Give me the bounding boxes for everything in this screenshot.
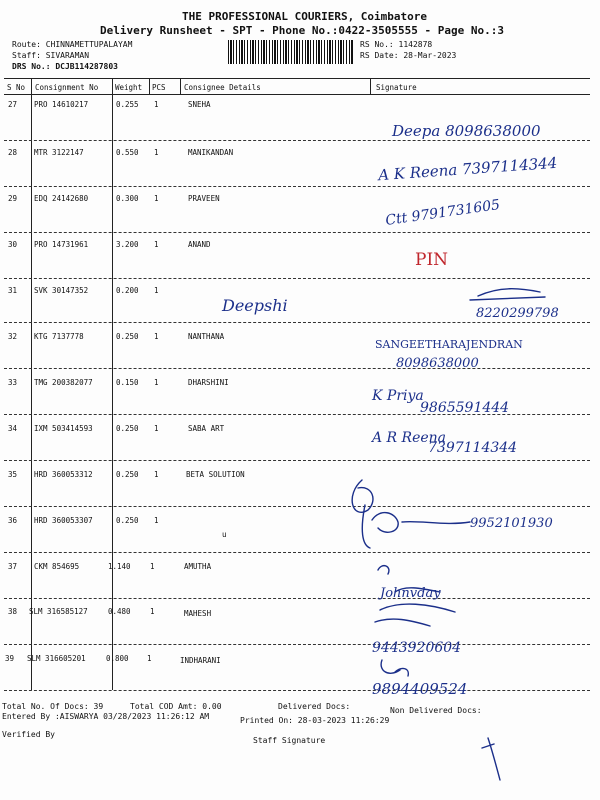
staff-label: Staff: SIVARAMAN xyxy=(12,51,90,60)
row-pcs: 1 xyxy=(154,516,159,525)
row-sno: 33 xyxy=(8,378,18,387)
row-consignment: EDQ 24142680 xyxy=(34,194,89,203)
row-consignment: TMG 200382077 xyxy=(34,378,93,387)
row-consignee: SABA ART xyxy=(188,424,225,433)
row-consignee: DHARSHINI xyxy=(188,378,229,387)
row-sno: 27 xyxy=(8,100,18,109)
row-pcs: 1 xyxy=(154,470,159,479)
rs-date: RS Date: 28-Mar-2023 xyxy=(360,51,457,60)
signature-row-38-phone: 9443920604 xyxy=(372,640,462,656)
row-weight: 0.800 xyxy=(106,654,129,663)
row-sno: 30 xyxy=(8,240,18,249)
scribble-row-37 xyxy=(378,566,440,592)
row-consignment: IXM 503414593 xyxy=(34,424,93,433)
row-sno: 39 xyxy=(5,654,15,663)
row-pcs: 1 xyxy=(150,607,155,616)
row-consignee: BETA SOLUTION xyxy=(186,470,245,479)
row-consignment: PRO 14731961 xyxy=(34,240,89,249)
row-weight: 0.150 xyxy=(116,378,139,387)
row-sno: 34 xyxy=(8,424,18,433)
row-weight: 0.250 xyxy=(116,424,139,433)
row-consignee: INDHARANI xyxy=(180,656,221,665)
entered-by: Entered By :AISWARYA 03/28/2023 11:26:12 AM xyxy=(2,712,210,721)
row-sno: 28 xyxy=(8,148,18,157)
signature-row-32-name: SANGEETHARAJENDRAN xyxy=(375,338,523,351)
scribble-row-38 xyxy=(375,604,455,626)
drs-number: DRS No.: DCJB114287803 xyxy=(12,62,118,71)
row-weight: 3.200 xyxy=(116,240,139,249)
row-consignment: HRD 360053312 xyxy=(34,470,93,479)
row-consignee: MAHESH xyxy=(184,609,212,618)
col-header-weight: Weight xyxy=(115,83,143,92)
row-consignment: CKM 854695 xyxy=(34,562,80,571)
signature-row-39-phone: 9894409524 xyxy=(372,680,468,698)
col-header-sno: S No xyxy=(7,83,26,92)
row-sno: 29 xyxy=(8,194,18,203)
row-consignee: NANTHANA xyxy=(188,332,225,341)
row-pcs: 1 xyxy=(154,424,159,433)
verified-by: Verified By xyxy=(2,730,55,739)
scribble-row-31 xyxy=(470,289,545,300)
row-weight: 0.250 xyxy=(116,332,139,341)
col-header-consignment: Consignment No xyxy=(35,83,99,92)
col-header-signature: Signature xyxy=(376,83,417,92)
signature-row-37-name: Johnvday xyxy=(380,586,441,601)
row-sno: 38 xyxy=(8,607,18,616)
scribble-row-39 xyxy=(381,660,408,676)
row-sno: 36 xyxy=(8,516,18,525)
row-sno: 37 xyxy=(8,562,18,571)
row-consignment: SVK 30147352 xyxy=(34,286,89,295)
row-consignee: PRAVEEN xyxy=(188,194,220,203)
signature-row-29: Ctt 9791731605 xyxy=(384,197,502,229)
row-weight: 0.250 xyxy=(116,470,139,479)
row-pcs: 1 xyxy=(154,148,159,157)
printed-on: Printed On: 28-03-2023 11:26:29 xyxy=(240,716,390,725)
signature-row-28: A K Reena 7397114344 xyxy=(377,153,558,185)
staff-signature: Staff Signature xyxy=(253,736,326,745)
row-consignment: PRO 14610217 xyxy=(34,100,89,109)
signature-row-33-phone: 9865591444 xyxy=(420,400,510,416)
scribble-row-35 xyxy=(352,480,373,548)
row-sno: 31 xyxy=(8,286,18,295)
delivered-docs: Delivered Docs: xyxy=(278,702,351,711)
row-consignee: u xyxy=(222,530,227,539)
row-weight: 0.250 xyxy=(116,516,139,525)
runsheet-subtitle: Delivery Runsheet - SPT - Phone No.:0422-3505555 - Page No.:3 xyxy=(100,24,504,37)
non-delivered-docs: Non Delivered Docs: xyxy=(390,706,482,715)
row-weight: 0.480 xyxy=(108,607,131,616)
signature-row-36-phone: 9952101930 xyxy=(470,516,553,531)
row-weight: 0.200 xyxy=(116,286,139,295)
row-weight: 0.550 xyxy=(116,148,139,157)
row-pcs: 1 xyxy=(154,332,159,341)
row-consignment: SLM 316585127 xyxy=(29,607,88,616)
signature-row-32-phone: 8098638000 xyxy=(396,356,479,371)
row-weight: 0.300 xyxy=(116,194,139,203)
scribble-staff xyxy=(482,738,500,780)
scribble-row-36 xyxy=(372,513,470,533)
row-consignment: MTR 3122147 xyxy=(34,148,84,157)
signature-row-33-name: K Priya xyxy=(372,388,424,404)
row-consignee: MANIKANDAN xyxy=(188,148,234,157)
row-consignment: KTG 7137778 xyxy=(34,332,84,341)
row-pcs: 1 xyxy=(154,378,159,387)
signature-row-31-phone: 8220299798 xyxy=(476,306,559,321)
row-pcs: 1 xyxy=(154,194,159,203)
total-cod: Total COD Amt: 0.00 xyxy=(130,702,222,711)
row-pcs: 1 xyxy=(147,654,152,663)
col-header-pcs: PCS xyxy=(152,83,166,92)
row-pcs: 1 xyxy=(154,240,159,249)
signature-row-31-name: Deepshi xyxy=(222,296,288,315)
signature-row-27: Deepa 8098638000 xyxy=(392,122,541,140)
row-sno: 35 xyxy=(8,470,18,479)
company-title: THE PROFESSIONAL COURIERS, Coimbatore xyxy=(182,10,428,23)
row-pcs: 1 xyxy=(150,562,155,571)
route-label: Route: CHINNAMETTUPALAYAM xyxy=(12,40,133,49)
row-pcs: 1 xyxy=(154,100,159,109)
row-sno: 32 xyxy=(8,332,18,341)
row-weight: 1.140 xyxy=(108,562,131,571)
row-weight: 0.255 xyxy=(116,100,139,109)
row-consignee: ANAND xyxy=(188,240,211,249)
row-consignee: AMUTHA xyxy=(184,562,212,571)
row-consignment: HRD 360053307 xyxy=(34,516,93,525)
row-pcs: 1 xyxy=(154,286,159,295)
signature-row-34-name: A R Reena xyxy=(372,430,447,446)
row-consignee: SNEHA xyxy=(188,100,211,109)
col-header-consignee: Consignee Details xyxy=(184,83,261,92)
signature-row-30: PIN xyxy=(415,250,449,270)
row-consignment: SLM 316605201 xyxy=(27,654,86,663)
total-docs: Total No. Of Docs: 39 xyxy=(2,702,104,711)
rs-number: RS No.: 1142878 xyxy=(360,40,433,49)
signature-row-34-phone: 7397114344 xyxy=(428,440,518,456)
